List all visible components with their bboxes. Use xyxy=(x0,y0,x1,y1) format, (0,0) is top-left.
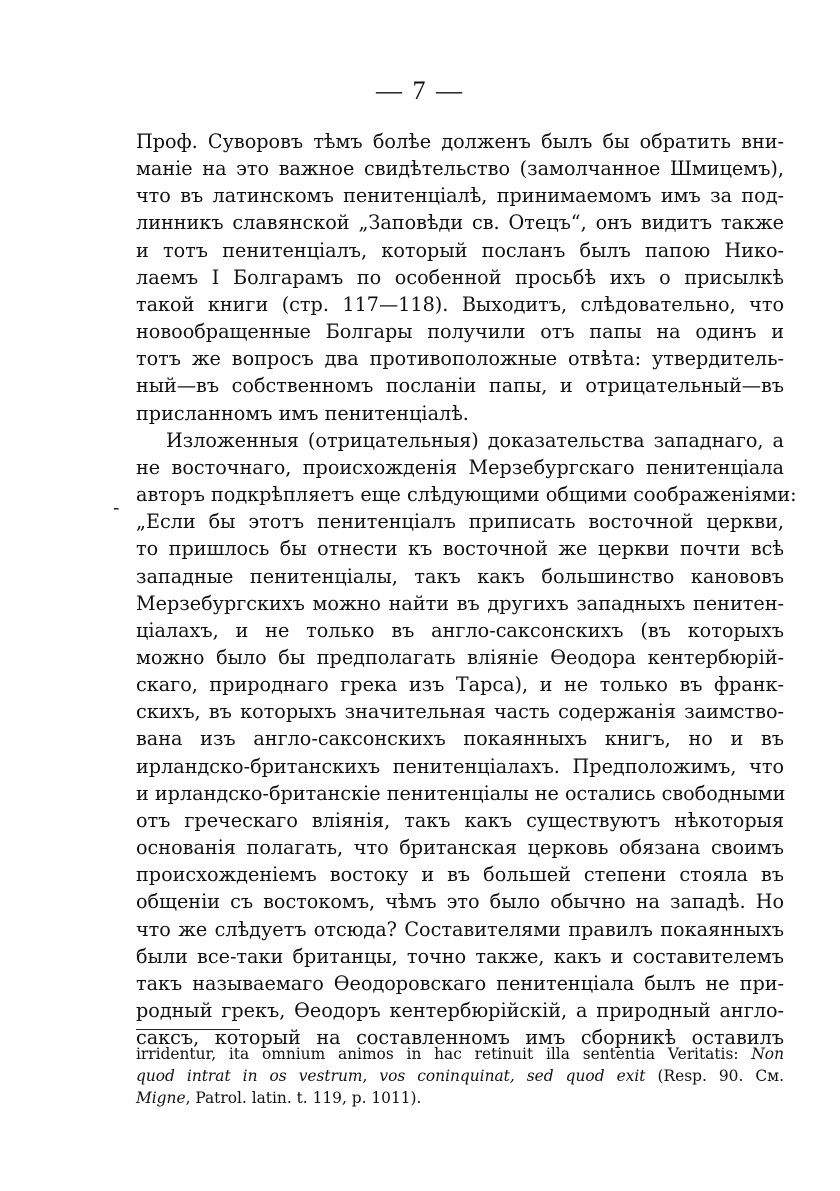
text-line: родный грекъ, Ѳеодоръ кентербюрійскій, а природный англо- xyxy=(136,999,784,1022)
text-line: основанія полагать, что британская церковь обязана своимъ xyxy=(136,836,784,860)
text-line: линникъ славянской „Заповѣди св. Отецъ“, онъ видитъ также xyxy=(136,211,784,235)
text-line: что въ латинскомъ пенитенціалѣ, принимаемомъ имъ за под- xyxy=(136,184,784,208)
quote-start-line: „Если бы этотъ пенитенціалъ приписать восточной церкви, xyxy=(136,510,784,534)
footnote-text: , xyxy=(362,1067,380,1085)
text-line: западные пенитенціалы, такъ какъ большинство канововъ xyxy=(136,564,784,588)
text-line: такъ называемаго Ѳеодоровскаго пенитенціала былъ не при- xyxy=(136,971,784,995)
text-line: такой книги (стр. 117—118). Выходитъ, слѣдовательно, что xyxy=(136,292,784,316)
text-line: лаемъ I Болгарамъ по особенной просьбѣ ихъ о присылкѣ xyxy=(136,265,784,289)
footnote-line xyxy=(136,1065,784,1087)
text-line: скихъ, въ которыхъ значительная часть содержанія заимство- xyxy=(136,700,784,724)
margin-mark: - xyxy=(113,497,120,519)
footnote-line xyxy=(136,1087,784,1109)
text-line: не восточнаго, происхожденія Мерзебургскаго пенитенціала xyxy=(136,455,784,479)
footnote-italic: vos coninquinat, sed quod exit xyxy=(379,1067,646,1085)
text-line: саксъ, который на составленномъ имъ сборникѣ оставилъ xyxy=(136,1026,784,1050)
text-line: авторъ подкрѣпляетъ еще слѣдующими общими соображеніями: xyxy=(136,483,797,507)
footnote-italic: quod intrat in os vestrum xyxy=(136,1067,363,1085)
text-line: скаго, природнаго грека изъ Тарса), и не только въ франк- xyxy=(136,673,784,697)
text-line: отъ греческаго вліянія, такъ какъ существуютъ нѣкоторыя xyxy=(136,808,784,832)
page-number: — 7 — xyxy=(376,76,464,105)
text-line: Мерзебургскихъ можно найти въ другихъ западныхъ пенитен- xyxy=(136,591,784,615)
text-line: и тотъ пенитенціалъ, который посланъ былъ папою Нико- xyxy=(136,238,784,262)
text-line: то пришлось бы отнести къ восточной же церкви почти всѣ xyxy=(136,537,784,561)
text-line: можно было бы предполагать вліяніе Ѳеодора кентербюрій- xyxy=(136,645,784,669)
footnote-italic: Migne xyxy=(136,1089,186,1107)
text-line: и ирландско-британскіе пенитенціалы не остались свободными xyxy=(136,781,786,805)
footnote-text: (Resp. 90. См. xyxy=(645,1067,784,1085)
footnote-line xyxy=(136,1043,784,1065)
text-line: были все-таки британцы, точно также, какъ и составителемъ xyxy=(136,944,784,968)
text-line: ціалахъ, и не только въ англо-саксонскихъ (въ которыхъ xyxy=(136,618,784,642)
footnote xyxy=(136,1043,784,1109)
footnote-text: , Patrol. latin. t. 119, p. 1011). xyxy=(185,1089,422,1107)
text-line: ирландско-британскихъ пенитенціалахъ. Предположимъ, что xyxy=(136,754,784,778)
footnote-divider xyxy=(136,1029,240,1030)
text-line: происхожденіемъ востоку и въ большей степени стояла въ xyxy=(136,863,784,887)
text-line: маніе на это важное свидѣтельство (замолчанное Шмицемъ), xyxy=(136,157,784,181)
text-line: вана изъ англо-саксонскихъ покаянныхъ книгъ, но и въ xyxy=(136,727,784,751)
paragraph-start-line: Изложенныя (отрицательныя) доказательства западнаго, а xyxy=(166,428,784,452)
text-line: ный—въ собственномъ посланіи папы, и отрицательный—въ xyxy=(136,374,784,398)
text-line: новообращенные Болгары получили отъ папы на одинъ и xyxy=(136,320,784,344)
text-line: тотъ же вопросъ два противоположные отвѣта: утвердитель- xyxy=(136,347,784,371)
text-line: что же слѣдуетъ отсюда? Составителями правилъ покаянныхъ xyxy=(136,917,784,941)
footnote-italic: Non xyxy=(751,1045,784,1063)
text-line: Проф. Суворовъ тѣмъ болѣе долженъ былъ бы обратить вни- xyxy=(136,130,784,153)
paragraph-end-line: присланномъ имъ пенитенціалѣ. xyxy=(136,401,469,425)
body-text xyxy=(136,128,797,1051)
footnote-text: irridentur, ita omnium animos in hac retinuit illa sententia Veritatis: xyxy=(136,1045,739,1063)
text-line: общеніи съ востокомъ, чѣмъ это было обычно на западѣ. Но xyxy=(136,890,784,914)
